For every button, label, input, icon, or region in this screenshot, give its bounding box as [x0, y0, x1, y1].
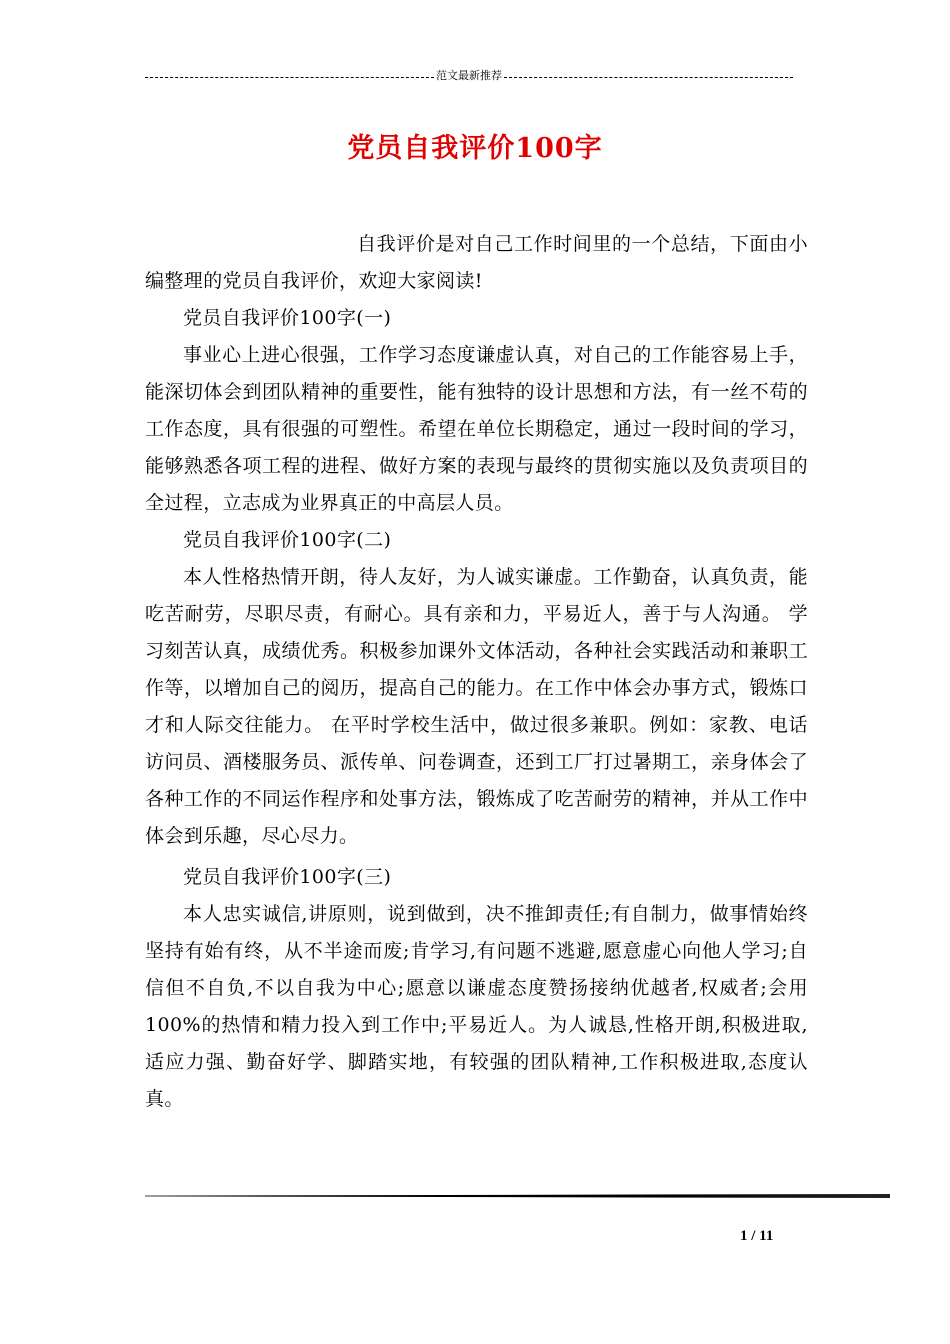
document-title: 党员自我评价100字 [347, 133, 603, 164]
section-heading-2: 党员自我评价100字(二) [183, 529, 392, 551]
document-body [145, 226, 808, 1118]
section-heading-1: 党员自我评价100字(一) [183, 307, 392, 329]
footer-divider [145, 1194, 890, 1198]
section-paragraph-2: 本人性格热情开朗，待人友好，为人诚实谦虚。工作勤奋，认真负责，能吃苦耐劳，尽职尽责，有耐心。具有亲和力，平易近人，善于与人沟通。 学习刻苦认真，成绩优秀。积极参加课外文体活动，各种社会实践活动和兼职工作等，以增加自己的阅历，提高自己的能力。在工作中体会办事方式，锻炼口才和人际交往能力。 在平时学校生活中，做过很多兼职。例如：家教、电话访问员、酒楼服务员、派传单、问卷调查，还到工厂打过暑期工，亲身体会了各种工作的不同运作程序和处事方法，锻炼成了吃苦耐劳的精神，并从工作中体会到乐趣，尽心尽力。 [145, 566, 808, 847]
header-dashes-right [504, 77, 793, 78]
section-paragraph-1: 事业心上进心很强，工作学习态度谦虚认真，对自己的工作能容易上手，能深切体会到团队精神的重要性，能有独特的设计思想和方法，有一丝不苟的工作态度，具有很强的可塑性。希望在单位长期稳定，通过一段时间的学习，能够熟悉各项工程的进程、做好方案的表现与最终的贯彻实施以及负责项目的全过程，立志成为业界真正的中高层人员。 [145, 344, 808, 514]
header-dashes-left [145, 77, 434, 78]
page-number: 1 / 11 [740, 1228, 774, 1244]
page-header [145, 66, 793, 86]
header-label: 范文最新推荐 [436, 69, 502, 82]
intro-paragraph: 自我评价是对自己工作时间里的一个总结，下面由小编整理的党员自我评价，欢迎大家阅读! [145, 233, 808, 292]
section-heading-3: 党员自我评价100字(三) [183, 866, 392, 888]
section-paragraph-3: 本人忠实诚信,讲原则，说到做到，决不推卸责任;有自制力，做事情始终坚持有始有终，从不半途而废;肯学习,有问题不逃避,愿意虚心向他人学习;自信但不自负,不以自我为中心;愿意以谦虚态度赞扬接纳优越者,权威者;会用100%的热情和精力投入到工作中;平易近人。为人诚恳,性格开朗,积极进取,适应力强、勤奋好学、脚踏实地，有较强的团队精神,工作积极进取,态度认真。 [145, 903, 808, 1110]
